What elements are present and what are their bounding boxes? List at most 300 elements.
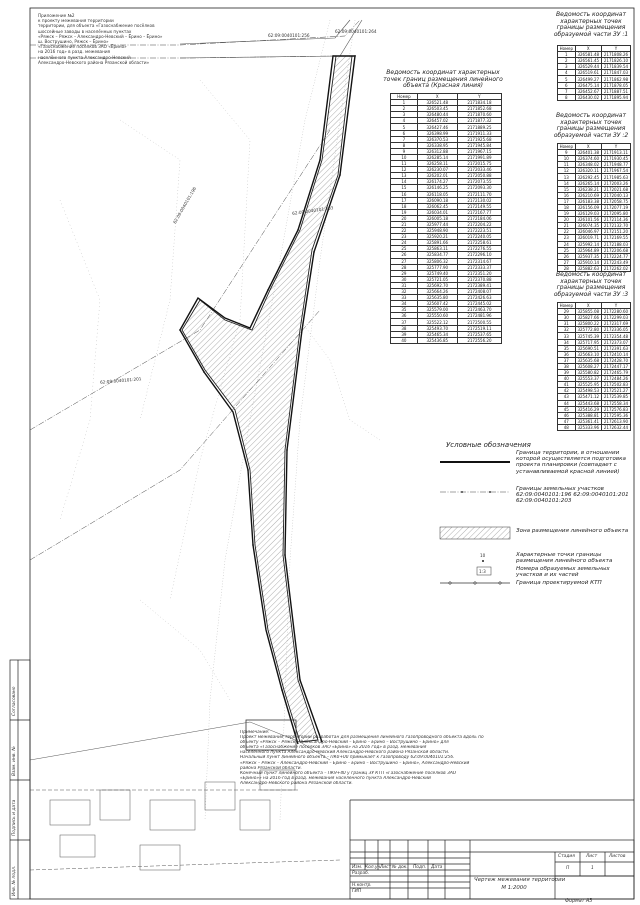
table-cell: 2172184.06 <box>457 215 501 221</box>
table-header-cell: Y <box>601 46 630 52</box>
table-row <box>558 247 631 253</box>
table-cell: 326430.02 <box>575 94 601 100</box>
table4-title <box>545 272 637 298</box>
table2-title-line: образуемой части ЗУ :1 <box>553 30 629 38</box>
table-cell: 13 <box>558 174 576 180</box>
table-cell: 326210.69 <box>575 192 601 198</box>
table-cell: 326118.05 <box>417 191 457 197</box>
table-row <box>558 309 631 315</box>
table-cell: 325690.51 <box>575 345 601 351</box>
road-top <box>180 20 362 58</box>
table-header-cell: Номер <box>558 144 576 150</box>
table-cell: 20 <box>558 217 576 223</box>
table-cell: 2172336.05 <box>601 327 630 333</box>
table-cell: 325607.42 <box>417 301 457 307</box>
table-cell: 2172033.46 <box>457 167 501 173</box>
table-header-cell: X <box>417 94 457 100</box>
bottom-note-line: населённого пункта Александро-Невский Александро-Невского района Рязанской области. <box>240 750 450 756</box>
table-cell: 325717.95 <box>575 339 601 345</box>
header-note-line: территории, для объекта «Газоснабжение посёлков <box>38 23 155 29</box>
table-cell: 2171862.98 <box>601 76 630 82</box>
table-header-cell: Y <box>601 144 630 150</box>
table-cell: 18 <box>558 204 576 210</box>
table-cell: 326320.11 <box>575 168 601 174</box>
table-cell: 2172389.41 <box>457 282 501 288</box>
table-cell: 326174.27 <box>417 179 457 185</box>
legend-item: Границы земельных участков 62:09:0040101:196 62:09:0040101:201 62:09:0040101:203 <box>516 486 629 505</box>
table-cell: 2171889.25 <box>457 124 501 130</box>
table-cell: 2172613.90 <box>601 418 630 424</box>
table-header-cell: X <box>575 144 601 150</box>
header-note-line: на 2016 год» в разд. межевания <box>38 49 111 55</box>
table-cell: 326401.38 <box>575 150 601 156</box>
table-cell: 30 <box>558 315 576 321</box>
table-cell: 325920.21 <box>417 234 457 240</box>
table-cell: 34 <box>391 301 418 307</box>
table-cell: 2172445.02 <box>457 301 501 307</box>
table-cell: 325436.85 <box>417 337 457 343</box>
table-cell: 2172484.26 <box>601 376 630 382</box>
table-cell: 325863.11 <box>417 246 457 252</box>
table-cell: 11 <box>391 161 418 167</box>
bottom-note-line: Александро-Невского района Рязанской области. <box>240 780 353 786</box>
stamp-sheet: 1 <box>591 866 594 871</box>
table-cell: 24 <box>391 240 418 246</box>
table-row <box>558 174 631 180</box>
table-cell: 44 <box>558 400 576 406</box>
table-cell: 22 <box>558 229 576 235</box>
table-cell: 47 <box>558 418 576 424</box>
table-cell: 27 <box>558 259 576 265</box>
table-cell: 2172114.36 <box>601 217 630 223</box>
table-cell: 325721.05 <box>417 276 457 282</box>
header-note-line: «Ряжск – Ряжск – Александро-Невский – Ёрино – Ёрино» <box>38 33 163 39</box>
stamp-col-izm: Изм. <box>352 865 363 870</box>
table-cell: 24 <box>558 241 576 247</box>
table-cell: 326101.56 <box>575 217 601 223</box>
table-cell: 326292.45 <box>575 174 601 180</box>
table-cell: 2172314.67 <box>457 258 501 264</box>
table-cell: 25 <box>391 246 418 252</box>
table-cell: 2172354.48 <box>601 333 630 339</box>
table1-title-line: объекта (Красная линия) <box>402 82 483 90</box>
table-cell: 1 <box>558 52 576 58</box>
table3-title-line: характерных точек <box>560 118 622 126</box>
table2-title-line: границы размещения <box>556 24 626 32</box>
table-cell: 7 <box>558 88 576 94</box>
table-row <box>558 412 631 418</box>
table-cell: 25 <box>558 247 576 253</box>
stamp-stage: П <box>566 866 570 871</box>
table-cell: 3 <box>391 112 418 118</box>
table-cell: 326521.48 <box>417 100 457 106</box>
table-cell: 2171852.68 <box>457 106 501 112</box>
table2-title <box>545 12 637 38</box>
parcel-boundaries <box>30 20 360 560</box>
stamp-col-date: Дата <box>431 865 443 870</box>
table-cell: 2172093.30 <box>457 185 501 191</box>
table-cell: 2171911.33 <box>457 130 501 136</box>
table4-title-line: характерных точек <box>560 277 622 285</box>
table-cell: 325443.68 <box>575 400 601 406</box>
table-cell: 22 <box>391 228 418 234</box>
table-cell: 325635.80 <box>417 295 457 301</box>
table-cell: 2172132.70 <box>601 223 630 229</box>
legend-item: Характерные точки границы размещения линейного объекта <box>516 552 613 565</box>
table-cell: 28 <box>391 264 418 270</box>
bottom-note-line: «Ряжск – Ряжск – Александро-Невский – Ёрино – Ёрино – Вострушино – Ёрино», Александро-Невский <box>240 760 470 766</box>
table2-title-line: Ведомость координат <box>556 11 626 18</box>
table-cell: 16 <box>558 192 576 198</box>
table-row <box>558 211 631 217</box>
table-cell: 2172050.88 <box>457 173 501 179</box>
header-note-line: Александро-Невского района Рязанской области» <box>38 59 150 65</box>
table-row <box>558 345 631 351</box>
table-cell: 5 <box>391 124 418 130</box>
table-cell: 2172206.68 <box>601 247 630 253</box>
table-cell: 2172223.51 <box>457 228 501 234</box>
table-cell: 325745.39 <box>575 333 601 339</box>
table-cell: 2172410.14 <box>601 351 630 357</box>
legend-title: Условные обозначения <box>446 441 531 449</box>
table-cell: 325525.95 <box>575 382 601 388</box>
table-cell: 326519.61 <box>575 70 601 76</box>
header-note-line: ш. Вострушино, Ряжск – Ёрино» <box>38 39 109 45</box>
table-cell: 326183.38 <box>575 198 601 204</box>
table-cell: 16 <box>391 191 418 197</box>
table-cell: 23 <box>558 235 576 241</box>
table-cell: 326312.88 <box>417 148 457 154</box>
table-cell: 7 <box>391 136 418 142</box>
table2-title-line: характерных точек <box>560 17 622 25</box>
table-row <box>558 94 631 100</box>
table-cell: 326370.53 <box>417 136 457 142</box>
table-cell: 2171834.18 <box>457 100 501 106</box>
table-cell: 325580.82 <box>575 370 601 376</box>
table-cell: 326398.99 <box>417 130 457 136</box>
table-row <box>558 376 631 382</box>
table-cell: 326005.18 <box>417 215 457 221</box>
table-row <box>558 370 631 376</box>
table-cell: 2172632.44 <box>601 424 630 430</box>
table-cell: 23 <box>391 234 418 240</box>
table-cell: 33 <box>558 333 576 339</box>
table-cell: 326062.45 <box>417 203 457 209</box>
parcel-label: 62:09:0040101:196 <box>172 186 198 225</box>
table-cell: 12 <box>558 168 576 174</box>
table-cell: 10 <box>558 156 576 162</box>
legend-point-sample: 10 <box>480 553 486 558</box>
table-header-cell: X <box>575 46 601 52</box>
table-cell: 2172370.88 <box>457 276 501 282</box>
stamp-col-sign: Подп. <box>413 865 427 870</box>
header-note-line: к проекту межевания территории <box>38 18 114 24</box>
table-cell: 39 <box>391 331 418 337</box>
table-cell: 325553.37 <box>575 376 601 382</box>
table-row <box>558 186 631 192</box>
table-cell: 6 <box>558 82 576 88</box>
table-cell: 326074.35 <box>575 223 601 229</box>
bottom-notes <box>240 730 630 786</box>
table-cell: 2172169.55 <box>601 235 630 241</box>
table-cell: 2171870.60 <box>457 112 501 118</box>
header-note-line: «Газоснабжение посёлков ЗАО «Ёрино» <box>38 44 127 50</box>
table-cell: 17 <box>391 197 418 203</box>
table-cell: 2172240.05 <box>457 234 501 240</box>
table4-title-line: образуемой части ЗУ :3 <box>553 290 629 298</box>
bottom-note-line: Проект межевания территории разработан для размещения линейного газопроводного объекта вдоль по <box>240 735 484 741</box>
table-cell: 4 <box>391 118 418 124</box>
table-cell: 325550.60 <box>417 313 457 319</box>
table-cell: 2172519.11 <box>457 325 501 331</box>
table-cell: 325333.96 <box>575 424 601 430</box>
table-cell: 32 <box>391 289 418 295</box>
table-cell: 2171925.68 <box>457 136 501 142</box>
table-cell: 2172502.83 <box>601 382 630 388</box>
table-row <box>558 235 631 241</box>
stamp-col-list: Лист <box>380 865 392 870</box>
stamp-title: Чертеж межевания территории <box>474 877 566 883</box>
table-row <box>558 321 631 327</box>
table-cell: 9 <box>391 148 418 154</box>
table-cell: 31 <box>391 282 418 288</box>
table-cell: 2172149.55 <box>457 203 501 209</box>
table-cell: 326156.09 <box>575 204 601 210</box>
table-cell: 326090.18 <box>417 197 457 203</box>
table-cell: 325777.90 <box>417 264 457 270</box>
table-cell: 325834.77 <box>417 252 457 258</box>
table-row <box>558 217 631 223</box>
legend-item: Граница проектируемой КТП <box>516 580 602 586</box>
table-cell: 27 <box>391 258 418 264</box>
stamp-role-author: Разраб. <box>352 871 370 876</box>
table1-title <box>383 70 503 90</box>
header-note-line: шоссейные заводы в населённых пунктах <box>38 28 132 34</box>
table-cell: 2172151.20 <box>601 229 630 235</box>
table-cell: 2 <box>391 106 418 112</box>
table-cell: 2172408.07 <box>457 289 501 295</box>
table-row <box>558 406 631 412</box>
table-cell: 2172224.77 <box>601 253 630 259</box>
table-cell: 41 <box>558 382 576 388</box>
table-row <box>558 204 631 210</box>
table4-title-line: Ведомость координат <box>556 271 626 278</box>
parcel-label: 62:09:0040101:264 <box>335 29 377 34</box>
table-cell: 326238.21 <box>575 186 601 192</box>
header-note-line: населённого пункта Александро-Невский <box>38 54 131 60</box>
table-cell: 33 <box>391 295 418 301</box>
parcel-label: 62:09:0040101:256 <box>268 33 310 38</box>
table3-title <box>545 113 637 139</box>
table-cell: 31 <box>558 321 576 327</box>
table-cell: 37 <box>391 319 418 325</box>
table-cell: 325800.22 <box>575 321 601 327</box>
table-cell: 326374.60 <box>575 156 601 162</box>
table-cell: 326452.67 <box>575 88 601 94</box>
table-cell: 325493.70 <box>417 325 457 331</box>
table-cell: 2172276.55 <box>457 246 501 252</box>
table-cell: 2172058.75 <box>601 198 630 204</box>
table-cell: 325772.80 <box>575 327 601 333</box>
table-cell: 19 <box>558 211 576 217</box>
table-cell: 2171985.63 <box>601 174 630 180</box>
table1-title-line: точек границ размещения линейного <box>383 75 503 83</box>
table-cell: 2172003.26 <box>601 180 630 186</box>
table-cell: 2172537.65 <box>457 331 501 337</box>
table-cell: 325827.66 <box>575 315 601 321</box>
table-cell: 8 <box>558 94 576 100</box>
table-cell: 326427.46 <box>417 124 457 130</box>
table-cell: 2172188.03 <box>601 241 630 247</box>
table-cell: 2171877.32 <box>457 118 501 124</box>
table-cell: 38 <box>558 363 576 369</box>
header-note <box>38 13 188 65</box>
table-cell: 2172373.07 <box>601 339 630 345</box>
table-cell: 326230.07 <box>417 167 457 173</box>
table-row <box>558 241 631 247</box>
coordinates-table-part3 <box>557 302 631 431</box>
table-cell: 325498.53 <box>575 388 601 394</box>
coordinates-table-red-line <box>390 93 502 344</box>
stamp-scale: М 1:2000 <box>501 885 527 891</box>
table-cell: 14 <box>391 179 418 185</box>
table-cell: 2171948.77 <box>601 162 630 168</box>
table-cell: 2171826.10 <box>601 58 630 64</box>
stamp-col-kol: Кол.уч. <box>365 865 382 870</box>
table-cell: 2172333.37 <box>457 264 501 270</box>
table-cell: 2171895.94 <box>601 94 630 100</box>
title-block-lines <box>350 800 634 899</box>
table-cell: 2172351.20 <box>457 270 501 276</box>
table-cell: 2172296.10 <box>457 252 501 258</box>
table-cell: 325663.10 <box>575 351 601 357</box>
stamp-role-norm: Н.контр. <box>352 883 372 888</box>
table-cell: 325891.66 <box>417 240 457 246</box>
bottom-note-line: Начальный пункт линейного объекта – ПК0+00 примыкает к газопроводу 62:09:0040101:256. <box>240 755 455 761</box>
table-header-cell: Номер <box>391 94 418 100</box>
table-cell: 2171887.51 <box>601 88 630 94</box>
side-label-inv: Инв. № подл. <box>12 865 17 896</box>
table-row <box>558 180 631 186</box>
table-cell: 325361.41 <box>575 418 601 424</box>
table-row <box>558 259 631 265</box>
table-cell: 326258.11 <box>417 161 457 167</box>
stamp-sheet-label: Лист <box>586 854 598 859</box>
table-cell: 325471.12 <box>575 394 601 400</box>
table-row <box>558 424 631 430</box>
table-cell: 325855.08 <box>575 309 601 315</box>
table-cell: 325416.29 <box>575 406 601 412</box>
table-cell: 21 <box>391 221 418 227</box>
stamp-format: Формат А3 <box>565 899 593 904</box>
table-header-cell: Y <box>601 303 630 309</box>
table-row <box>558 315 631 321</box>
legend-item: Граница территории, в отношении которой осуществляется подготовка проекта планировки (совпадает с устанавливаемой красной линией) <box>516 450 626 475</box>
table-cell: 2172299.03 <box>601 315 630 321</box>
coordinates-table-part1 <box>557 45 631 101</box>
table-cell: 326202.01 <box>417 173 457 179</box>
table-row <box>558 339 631 345</box>
table-header-cell: Номер <box>558 46 576 52</box>
table-cell: 10 <box>391 154 418 160</box>
table-cell: 325948.90 <box>417 228 457 234</box>
bottom-note-line: Конечный пункт линейного объекта – ПК9+40 у границ ЗУ КТП «Газоснабжение посёлков ЗАО <box>240 770 457 776</box>
table-cell: 2172558.34 <box>601 400 630 406</box>
table-row <box>558 198 631 204</box>
stamp-sheets-label: Листов <box>609 854 626 859</box>
table-cell: 43 <box>558 394 576 400</box>
table-cell: 2172465.79 <box>601 370 630 376</box>
table-cell: 325910.14 <box>575 259 601 265</box>
pipeline-zone <box>182 56 352 742</box>
table-cell: 326561.45 <box>575 58 601 64</box>
table-cell: 325692.70 <box>417 282 457 288</box>
table-cell: 326499.27 <box>575 76 601 82</box>
table-cell: 326265.14 <box>575 180 601 186</box>
table-row <box>558 388 631 394</box>
header-note-line: Приложение №2 <box>38 13 75 18</box>
stamp-role-gip: ГИП <box>352 889 362 894</box>
table-cell: 2172576.83 <box>601 406 630 412</box>
table-cell: 6 <box>391 130 418 136</box>
table-cell: 2172095.80 <box>601 211 630 217</box>
table-cell: 48 <box>558 424 576 430</box>
table-cell: 2171808.26 <box>601 52 630 58</box>
table-cell: 40 <box>391 337 418 343</box>
table-cell: 2172243.49 <box>601 259 630 265</box>
table-cell: 35 <box>391 307 418 313</box>
table-cell: 12 <box>391 167 418 173</box>
table-cell: 29 <box>391 270 418 276</box>
table-cell: 2172539.85 <box>601 394 630 400</box>
table-cell: 4 <box>558 70 576 76</box>
table-cell: 325635.68 <box>575 357 601 363</box>
table-cell: 325992.14 <box>575 241 601 247</box>
table-cell: 2172463.70 <box>457 307 501 313</box>
table-row <box>391 337 502 343</box>
table-row <box>558 382 631 388</box>
table-cell: 45 <box>558 406 576 412</box>
table-cell: 326457.02 <box>417 118 457 124</box>
table-cell: 1 <box>391 100 418 106</box>
table-cell: 35 <box>558 345 576 351</box>
table-row <box>558 253 631 259</box>
table-cell: 2171878.05 <box>601 82 630 88</box>
table-cell: 39 <box>558 370 576 376</box>
coordinates-table-part2 <box>557 143 631 272</box>
table-cell: 46 <box>558 412 576 418</box>
table-cell: 325806.32 <box>417 258 457 264</box>
table-cell: 5 <box>558 76 576 82</box>
table-cell: 17 <box>558 198 576 204</box>
table-cell: 326019.71 <box>575 235 601 241</box>
table-cell: 11 <box>558 162 576 168</box>
table-cell: 325388.81 <box>575 412 601 418</box>
table-cell: 2171839.54 <box>601 64 630 70</box>
table-cell: 9 <box>558 150 576 156</box>
table-cell: 2172500.55 <box>457 319 501 325</box>
table3-title-line: границы размещения <box>556 125 626 133</box>
table-cell: 325964.89 <box>575 247 601 253</box>
table-cell: 34 <box>558 339 576 345</box>
table-cell: 326475.14 <box>575 82 601 88</box>
table-cell: 2 <box>558 58 576 64</box>
table-cell: 325977.44 <box>417 221 457 227</box>
table-cell: 2172428.70 <box>601 357 630 363</box>
table-cell: 2172204.22 <box>457 221 501 227</box>
table-cell: 325579.00 <box>417 307 457 313</box>
table-cell: 326480.44 <box>417 112 457 118</box>
